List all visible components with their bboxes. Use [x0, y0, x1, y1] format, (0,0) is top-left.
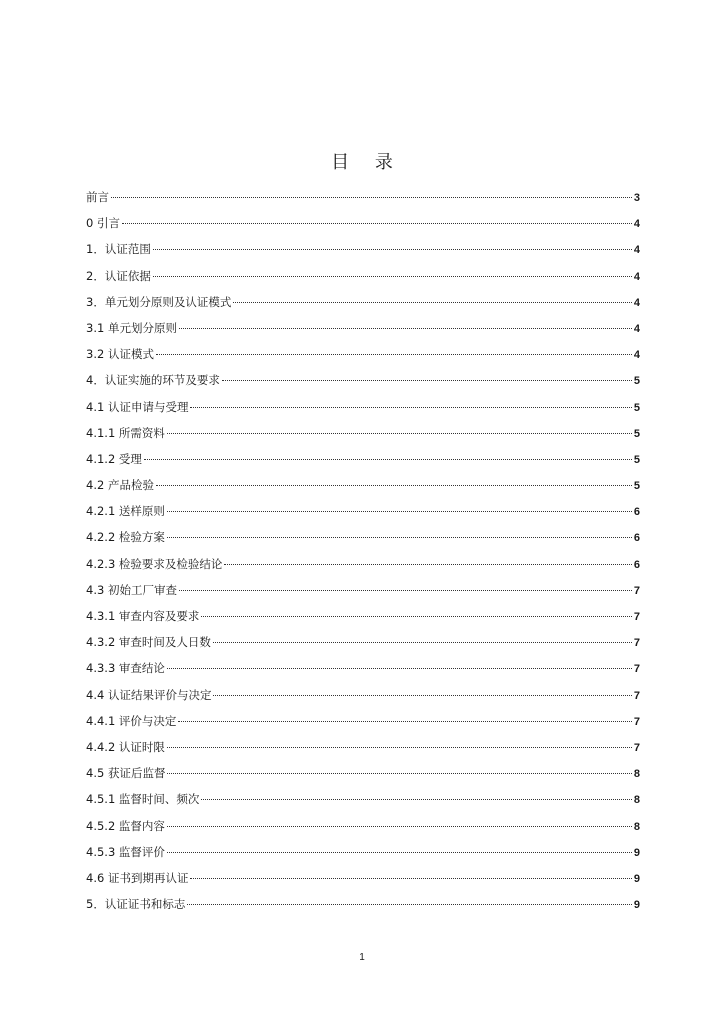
toc-entry-page-number: 8 [633, 794, 640, 807]
toc-entry-page-number: 8 [633, 768, 640, 781]
toc-entry-page-number: 7 [633, 663, 640, 676]
toc-entry-page-number: 9 [633, 872, 640, 885]
toc-entry-page-number: 8 [633, 820, 640, 833]
toc-dot-leader [156, 354, 632, 355]
toc-entry-page-number: 3 [633, 192, 640, 204]
toc-entry[interactable] [86, 607, 640, 633]
toc-dot-leader [167, 511, 632, 512]
toc-entry-label: 4.1.2 受理 [86, 451, 142, 466]
toc-entry-page-number: 7 [633, 584, 640, 597]
toc-entry[interactable] [86, 843, 640, 869]
toc-entry-label: 4.2 产品检验 [86, 478, 154, 493]
toc-entry-page-number: 4 [633, 244, 640, 257]
toc-entry-label: 2．认证依据 [86, 268, 151, 283]
toc-entry-page-number: 9 [633, 899, 640, 912]
toc-entry-label: 4.5 获证后监督 [86, 766, 166, 781]
toc-dot-leader [187, 904, 632, 905]
toc-entry-label: 4.3.1 审查内容及要求 [86, 609, 200, 623]
page-number: 1 [359, 952, 365, 963]
toc-entry[interactable] [86, 293, 640, 319]
toc-entry-page-number: 4 [633, 296, 640, 309]
toc-entry-label: 4.5.2 监督内容 [86, 818, 165, 833]
toc-entry-label: 4.3.3 审查结论 [86, 661, 165, 676]
toc-dot-leader [222, 380, 632, 381]
toc-entry[interactable] [86, 738, 640, 764]
toc-dot-leader [178, 721, 631, 722]
toc-title: 目 录 [331, 152, 403, 173]
toc-dot-leader [167, 537, 632, 538]
toc-dot-leader [167, 826, 632, 827]
toc-entry-label: 4．认证实施的环节及要求 [86, 373, 220, 388]
toc-entry-label: 4.2.3 检验要求及检验结论 [86, 556, 223, 571]
toc-entry-label: 前言 [86, 190, 109, 204]
toc-entry-label: 4.5.3 监督评价 [86, 844, 165, 859]
toc-entry-label: 3.2 认证模式 [86, 347, 154, 362]
toc-entry[interactable] [86, 712, 640, 738]
toc-entry[interactable] [86, 686, 640, 712]
toc-dot-leader [156, 485, 632, 486]
toc-entry[interactable] [86, 371, 640, 397]
toc-entry-page-number: 5 [633, 375, 640, 388]
toc-dot-leader [167, 852, 632, 853]
toc-entry[interactable] [86, 450, 640, 476]
toc-entry-page-number: 7 [633, 741, 640, 754]
toc-entry-page-number: 6 [633, 558, 640, 571]
toc-dot-leader [167, 668, 632, 669]
toc-dot-leader [190, 407, 631, 408]
toc-dot-leader [233, 302, 632, 303]
toc-dot-leader [213, 642, 632, 643]
toc-dot-leader [153, 276, 632, 277]
toc-entry-label: 4.4.1 评价与决定 [86, 713, 177, 728]
toc-entry[interactable] [86, 581, 640, 607]
toc-entry[interactable] [86, 659, 640, 685]
toc-entry-page-number: 5 [633, 480, 640, 493]
toc-dot-leader [144, 459, 632, 460]
toc-entry[interactable] [86, 319, 640, 345]
toc-entry-page-number: 7 [633, 689, 640, 702]
toc-entry[interactable] [86, 188, 640, 214]
toc-entry-page-number: 7 [633, 637, 640, 650]
toc-entry-label: 3．单元划分原则及认证模式 [86, 294, 232, 309]
toc-entry[interactable] [86, 817, 640, 843]
toc-entry-label: 4.4 认证结果评价与决定 [86, 687, 212, 702]
toc-entry-label: 4.3.2 审查时间及人日数 [86, 635, 211, 650]
toc-entry-label: 5．认证证书和标志 [86, 897, 186, 912]
toc-dot-leader [179, 590, 632, 591]
toc-entry-label: 3.1 单元划分原则 [86, 320, 177, 335]
toc-entry-page-number: 7 [633, 715, 640, 728]
toc-entry-label: 4.1 认证申请与受理 [86, 399, 189, 414]
toc-entry-page-number: 6 [633, 506, 640, 519]
toc-entry[interactable] [86, 424, 640, 450]
toc-entry[interactable] [86, 240, 640, 266]
toc-entry-label: 4.4.2 认证时限 [86, 739, 165, 754]
toc-dot-leader [167, 433, 632, 434]
toc-entry-label: 4.5.1 监督时间、频次 [86, 792, 200, 807]
table-of-contents [86, 188, 640, 921]
toc-entry[interactable] [86, 895, 640, 921]
toc-dot-leader [122, 223, 632, 224]
toc-entry-label: 4.6 证书到期再认证 [86, 870, 189, 885]
toc-entry-label: 0 引言 [86, 216, 120, 231]
toc-entry[interactable] [86, 633, 640, 659]
toc-entry-page-number: 5 [633, 453, 640, 466]
toc-dot-leader [190, 878, 631, 879]
toc-entry-page-number: 5 [633, 401, 640, 414]
toc-entry-page-number: 5 [633, 427, 640, 440]
toc-entry[interactable] [86, 476, 640, 502]
toc-dot-leader [153, 249, 632, 250]
toc-entry-label: 1．认证范围 [86, 242, 151, 257]
toc-dot-leader [179, 328, 632, 329]
toc-entry-label: 4.1.1 所需资料 [86, 425, 165, 440]
toc-dot-leader [213, 695, 631, 696]
toc-dot-leader [167, 773, 631, 774]
toc-entry-page-number: 4 [633, 270, 640, 283]
toc-entry-page-number: 4 [633, 322, 640, 335]
toc-entry[interactable] [86, 764, 640, 790]
toc-entry[interactable] [86, 790, 640, 816]
toc-entry[interactable] [86, 528, 640, 554]
toc-entry[interactable] [86, 555, 640, 581]
toc-entry[interactable] [86, 869, 640, 895]
toc-entry-page-number: 4 [633, 349, 640, 362]
toc-entry-label: 4.2.1 送样原则 [86, 504, 165, 519]
toc-entry-page-number: 4 [633, 218, 640, 231]
toc-entry-label: 4.3 初始工厂审查 [86, 582, 177, 597]
toc-dot-leader [111, 197, 632, 198]
toc-dot-leader [167, 747, 632, 748]
toc-entry[interactable] [86, 502, 640, 528]
toc-dot-leader [201, 799, 631, 800]
toc-entry[interactable] [86, 267, 640, 293]
toc-entry[interactable] [86, 214, 640, 240]
toc-entry-label: 4.2.2 检验方案 [86, 530, 165, 545]
toc-entry[interactable] [86, 345, 640, 371]
toc-entry-page-number: 6 [633, 532, 640, 545]
toc-entry-page-number: 7 [633, 611, 640, 623]
toc-dot-leader [201, 616, 631, 617]
toc-dot-leader [224, 564, 631, 565]
toc-entry-page-number: 9 [633, 846, 640, 859]
toc-entry[interactable] [86, 398, 640, 424]
